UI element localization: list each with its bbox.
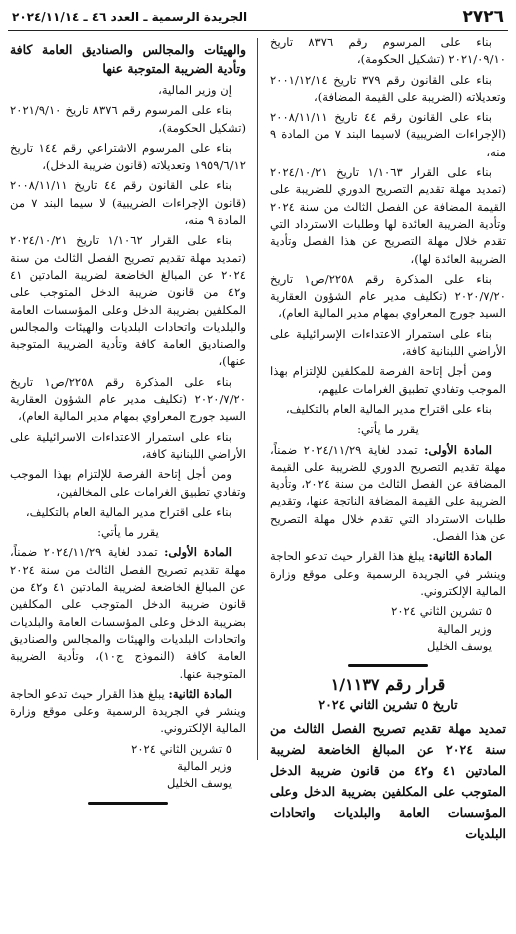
article-text: يبلغ هذا القرار حيث تدعو الحاجة وينشر في الجريدة الرسمية وعلى موقع وزارة المالية الإلكتروني. bbox=[10, 686, 246, 736]
preamble-paragraph: بناء على اقتراح مدير المالية العام بالتكليف، bbox=[25, 504, 232, 519]
preamble-paragraph: بناء على القرار ١/١٠٦٣ تاريخ ٢٠٢٤/١٠/٢١ (تمديد مهلة تقديم التصريح الدوري للضريبة على القيمة المضافة عن الفصل الثالث من سنة ٢٠٢٤ وتأدية الضريبة العائدة لها وطلبات الاسترداد التي تقدم خلال مهلة التصريح عن هذا الفصل وتأدية الضريبة العائدة لها)، bbox=[270, 165, 506, 266]
article-text: يبلغ هذا القرار حيث تدعو الحاجة وينشر في الجريدة الرسمية وعلى موقع وزارة المالية الإلكتروني. bbox=[270, 549, 506, 598]
article-two bbox=[10, 686, 246, 738]
preamble-paragraph: ومن أجل إتاحة الفرصة للإلتزام بهذا الموجب وتفادي تطبيق الغرامات على المخالفين، bbox=[10, 467, 246, 499]
preamble-paragraph: بناء على استمرار الاعتداءات الإسرائيلية على الأراضي اللبنانية كافة، bbox=[270, 326, 506, 359]
decides-heading: يقرر ما يأتي: bbox=[357, 422, 419, 437]
decides-heading: يقرر ما يأتي: bbox=[97, 525, 159, 540]
page-header bbox=[8, 6, 508, 31]
signature-date: ٥ تشرين الثاني ٢٠٢٤ bbox=[131, 741, 232, 756]
column-divider bbox=[257, 38, 258, 760]
decision-number: قرار رقم ١/١١٣٧ bbox=[330, 675, 446, 695]
preamble-paragraph: بناء على المذكرة رقم ٢٢٥٨/ص١ تاريخ ٢٠٢٠/٧/٢٠ (تكليف مدير عام الشؤون العقارية السيد جورج المعراوي بمهام مدير المالية العام)، bbox=[10, 374, 246, 424]
preamble-paragraph: ومن أجل إتاحة الفرصة للمكلفين للإلتزام بهذا الموجب وتفادي تطبيق الغرامات عليهم، bbox=[270, 364, 506, 396]
preamble-paragraph: بناء على القرار ١/١٠٦٢ تاريخ ٢٠٢٤/١٠/٢١ (تمديد مهلة تقديم تصريح الفصل الثالث من سنة ٢٠٢٤ عن المبالغ الخاضعة لضريبة المادتين ٤١ و٤٢ من قانون ضريبة الدخل المتوجب على المكلفين بضريبة الدخل وعلى المؤسسات العامة والبلديات واتحادات البلديات والهيئات والمجالس والصناديق العامة كافة وتأدية الضريبة المتوجبة عنها)، bbox=[10, 233, 246, 369]
article-one bbox=[10, 544, 246, 682]
preamble-paragraph: بناء على استمرار الاعتداءات الاسرائيلية على الأراضي اللبنانية كافة، bbox=[10, 429, 246, 461]
section-separator bbox=[270, 661, 506, 670]
gazette-issue-line: الجريدة الرسمية ـ العدد ٤٦ ـ ٢٠٢٤/١١/١٤ bbox=[12, 10, 248, 24]
article-label: المادة الثانية: bbox=[428, 549, 492, 564]
page-number: ٢٧٢٦ bbox=[462, 7, 504, 27]
preamble-paragraph: بناء على اقتراح مدير المالية العام بالتكليف، bbox=[285, 401, 492, 416]
article-label: المادة الأولى: bbox=[164, 545, 232, 560]
decision-subject-continued: والهيئات والمجالس والصناديق العامة كافة وتأدية الضريبة المتوجبة عنها bbox=[10, 42, 246, 76]
decision-date: تاريخ ٥ تشرين الثاني ٢٠٢٤ bbox=[318, 697, 458, 713]
preamble-paragraph: بناء على القانون رقم ٣٧٩ تاريخ ٢٠٠١/١٢/١٤ وتعديلاته (الضريبة على القيمة المضافة)، bbox=[270, 72, 506, 104]
preamble-paragraph: بناء على المرسوم الاشتراعي رقم ١٤٤ تاريخ ١٩٥٩/٦/١٢ وتعديلاته (قانون ضريبة الدخل)، bbox=[10, 140, 246, 173]
article-text: تمدد لغاية ٢٠٢٤/١١/٢٩ ضمناً، مهلة تقديم التصريح الدوري للضريبة على القيمة المضافة عن الفصل الثالث من سنة ٢٠٢٤، وتأدية الضريبة على القيمة المضافة الناتجة عنها، وتقديم طلبات الاسترداد التي تقدم خلال مهلة التصريح عن هذا الفصل. bbox=[270, 442, 506, 544]
signature-name: يوسف الخليل bbox=[167, 776, 232, 791]
right-column bbox=[270, 34, 506, 847]
article-text: تمدد لغاية ٢٠٢٤/١١/٢٩ ضمناً، مهلة تقديم تصريح الفصل الثالث من سنة ٢٠٢٤ عن المبالغ الخاضعة لضريبة المادتين ٤١ و٤٢ من قانون ضريبة الدخل المتوجب على المكلفين بضريبة الدخل وعلى المؤسسات العامة والبلديات واتحادات البلديات والهيئات والمجالس والصناديق العامة كافة (النموذج ج١٠)، وتأدية الضريبة المتوجبة عنها. bbox=[10, 545, 246, 681]
article-label: المادة الثانية: bbox=[168, 686, 232, 701]
signature-block bbox=[270, 603, 506, 655]
preamble-paragraph: بناء على القانون رقم ٤٤ تاريخ ٢٠٠٨/١١/١١ (قانون الإجراءات الضريبية) لا سيما البند ٧ من المادة ٩ منه، bbox=[10, 178, 246, 228]
article-label: المادة الأولى: bbox=[424, 442, 492, 457]
signature-block bbox=[10, 741, 246, 793]
decision-subject: تمديد مهلة تقديم تصريح الفصل الثالث من سنة ٢٠٢٤ عن المبالغ الخاضعة لضريبة المادتين ٤١ و٤٢ من قانون ضريبة الدخل المتوجب على المكلفين بضريبة الدخل وعلى المؤسسات العامة والبلديات واتحادات البلديات bbox=[270, 720, 506, 841]
signature-title: وزير المالية bbox=[177, 758, 232, 773]
signature-name: يوسف الخليل bbox=[427, 638, 492, 653]
article-one bbox=[270, 442, 506, 546]
preamble-paragraph: بناء على القانون رقم ٤٤ تاريخ ٢٠٠٨/١١/١١ (الإجراءات الضريبية) لاسيما البند ٧ من المادة ٩ منه، bbox=[270, 110, 506, 159]
preamble-paragraph: بناء على المرسوم رقم ٨٣٧٦ تاريخ ٢٠٢١/٠٩/١٠ (تشكيل الحكومة)، bbox=[270, 35, 506, 67]
minister-line: إن وزير المالية، bbox=[158, 83, 232, 97]
left-column bbox=[10, 34, 246, 814]
signature-date: ٥ تشرين الثاني ٢٠٢٤ bbox=[391, 604, 492, 619]
section-separator bbox=[10, 799, 246, 808]
preamble-paragraph: بناء على المذكرة رقم ٢٢٥٨/ص١ تاريخ ٢٠٢٠/٧/٢٠ (تكليف مدير عام الشؤون العقارية السيد جورج المعراوي بمهام مدير المالية العام)، bbox=[270, 271, 506, 321]
preamble-paragraph: بناء على المرسوم رقم ٨٣٧٦ تاريخ ٢٠٢١/٩/١٠ (تشكيل الحكومة)، bbox=[10, 103, 246, 135]
article-two bbox=[270, 548, 506, 600]
signature-title: وزير المالية bbox=[437, 621, 492, 636]
